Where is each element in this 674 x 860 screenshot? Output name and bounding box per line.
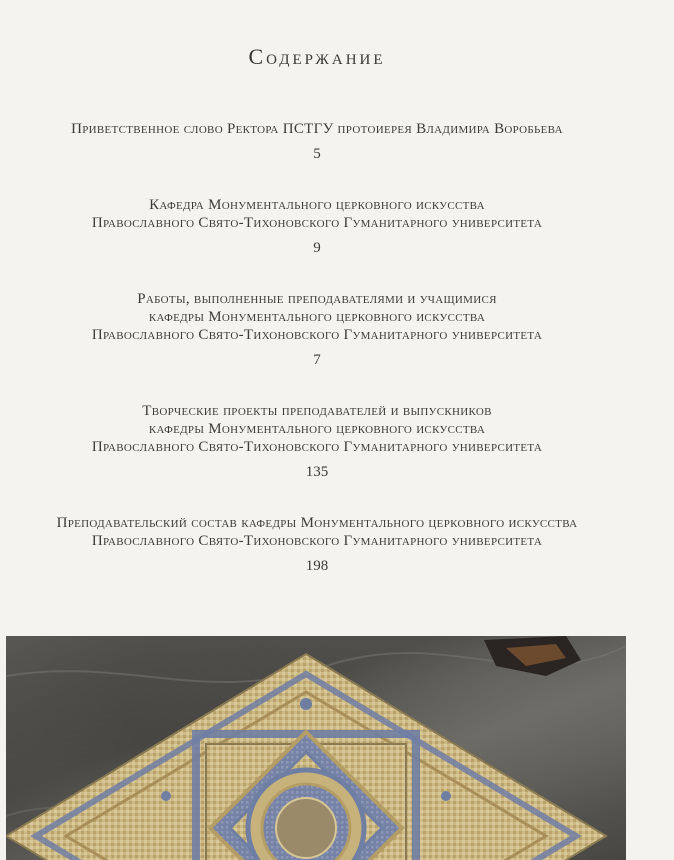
toc-entry-4[interactable] <box>0 402 634 481</box>
toc-entry-text: Приветственное слово Ректора ПСТГУ протоиерея Владимира Воробьева <box>71 121 563 137</box>
toc-entry-page: 9 <box>313 240 321 256</box>
toc-entry-page: 7 <box>313 352 321 368</box>
toc-entry-1[interactable] <box>0 120 634 163</box>
toc-entry-text: Православного Свято-Тихоновского Гуманитарного университета <box>91 327 543 343</box>
toc-entry-text: Творческие проекты преподавателей и выпускников <box>142 403 492 419</box>
toc-entry-text: кафедры Монументального церковного искусства <box>148 421 486 437</box>
toc-entry-text: Православного Свято-Тихоновского Гуманитарного университета <box>91 533 543 549</box>
toc-entry-2[interactable] <box>0 196 634 257</box>
bench-shape <box>484 636 581 676</box>
toc-entry-3[interactable] <box>0 290 634 369</box>
toc-entry-text: Православного Свято-Тихоновского Гуманитарного университета <box>91 215 543 231</box>
toc-entry-text: Преподавательский состав кафедры Монументального церковного искусства <box>56 515 578 531</box>
toc-entry-text: Православного Свято-Тихоновского Гуманитарного университета <box>91 439 543 455</box>
mosaic-floor-photo <box>6 636 626 860</box>
page-title: Содержание <box>248 44 386 69</box>
toc-entry-page: 135 <box>305 464 329 480</box>
toc-entry-text: кафедры Монументального церковного искусства <box>148 309 486 325</box>
toc-entry-text: Работы, выполненные преподавателями и учащимися <box>137 291 497 307</box>
toc-entry-text: Кафедра Монументального церковного искусства <box>149 197 485 213</box>
toc-entry-page: 5 <box>313 146 321 162</box>
toc-entry-page: 198 <box>305 558 329 574</box>
toc-entry-5[interactable] <box>0 514 634 575</box>
